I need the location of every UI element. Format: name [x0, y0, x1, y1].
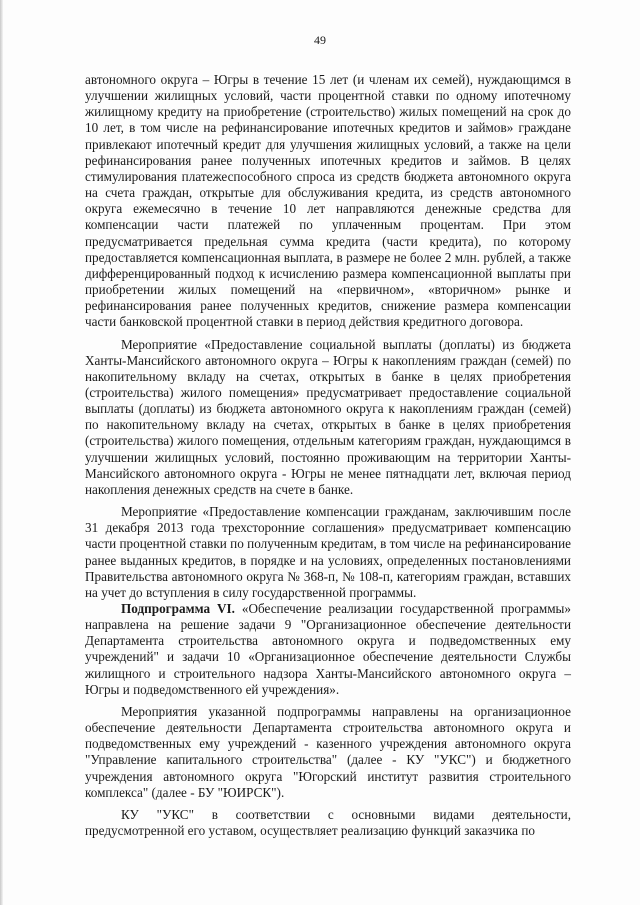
scan-edge — [0, 0, 3, 905]
paragraph: автономного округа – Югры в течение 15 лет (и членам их семей), нуждающимся в улучшении жилищных условий, части процентной ставки по одному ипотечному жилищному кредиту на приобретение (строительство) жилых помещений на срок до 10 лет, в том числе на рефинансирование ипотечных кредитов и займов» граждане привлекают ипотечный кредит для улучшения жилищных условий, а также на цели рефинансирования ранее полученных ипотечных кредитов и займов. В целях стимулирования платежеспособного спроса из средств бюджета автономного округа на счета граждан, открытые для обслуживания кредита, из средств автономного округа ежемесячно в течение 10 лет направляются денежные средства для компенсации части платежей по уплаченным процентам. При этом предусматривается предельная сумма кредита (части кредита), по которому предоставляется компенсационная выплата, в размере не более 2 млн. рублей, а также дифференцированный подход к исчислению размера компенсационной выплаты при приобретении жилых помещений на «первичном», «вторичном» рынке и рефинансирования ранее полученных кредитов, снижение размера компенсации части банковской процентной ставки в период действия кредитного договора. — [85, 72, 571, 330]
paragraph: Мероприятие «Предоставление социальной выплаты (доплаты) из бюджета Ханты-Мансийского автономного округа – Югры к накоплениям граждан (семей) по накопительному вкладу на счетах, открытых в банке в целях приобретения (строительства) жилого помещения» предусматривает предоставление социальной выплаты (доплаты) из бюджета автономного округа к накоплениям граждан (семей) по накопительному вкладу на счетах, открытых в банке в целях приобретения (строительства) жилого помещения, отдельным категориям граждан, нуждающимся в улучшении жилищных условий, постоянно проживающим на территории Ханты-Мансийского автономного округа - Югры не менее пятнадцати лет, включая период накопления денежных средств на счете в банке. — [85, 336, 571, 497]
page-number: 49 — [314, 33, 326, 47]
paragraph-subprogram-vi — [85, 601, 571, 698]
body-text — [85, 72, 571, 839]
paragraph: КУ "УКС" в соответствии с основными видами деятельности, предусмотренной его уставом, осуществляет реализацию функций заказчика по — [85, 806, 571, 839]
paragraph: Мероприятия указанной подпрограммы направлены на организационное обеспечение деятельности Департамента строительства автономного округа и подведомственных ему учреждений - казенного учреждения автономного округа "Управление капитального строительства" (далее - КУ "УКС") и бюджетного учреждения автономного округа "Югорский институт развития строительного комплекса" (далее - БУ "ЮИРСК"). — [85, 703, 571, 800]
paragraph: Мероприятие «Предоставление компенсации гражданам, заключившим после 31 декабря 2013 года трехсторонние соглашения» предусматривает компенсацию части процентной ставки по полученным кредитам, в том числе на рефинансирование ранее выданных кредитов, в порядке и на условиях, определенных постановлениями Правительства автономного округа № 368-п, № 108-п, категориям граждан, вставших на учет до вступления в силу государственной программы. — [85, 504, 571, 600]
paragraph-text: «Обеспечение реализации государственной программы» направлена на решение задачи 9 "Организационное обеспечение деятельности Департамента строительства автономного округа и подведомственных ему учреждений" и задачи 10 «Организационное обеспечение деятельности Службы жилищного и строительного надзора Ханты-Мансийского автономного округа – Югры и подведомственного ей учреждения». — [85, 601, 572, 697]
subprogram-heading: Подпрограмма VI. — [121, 601, 235, 616]
